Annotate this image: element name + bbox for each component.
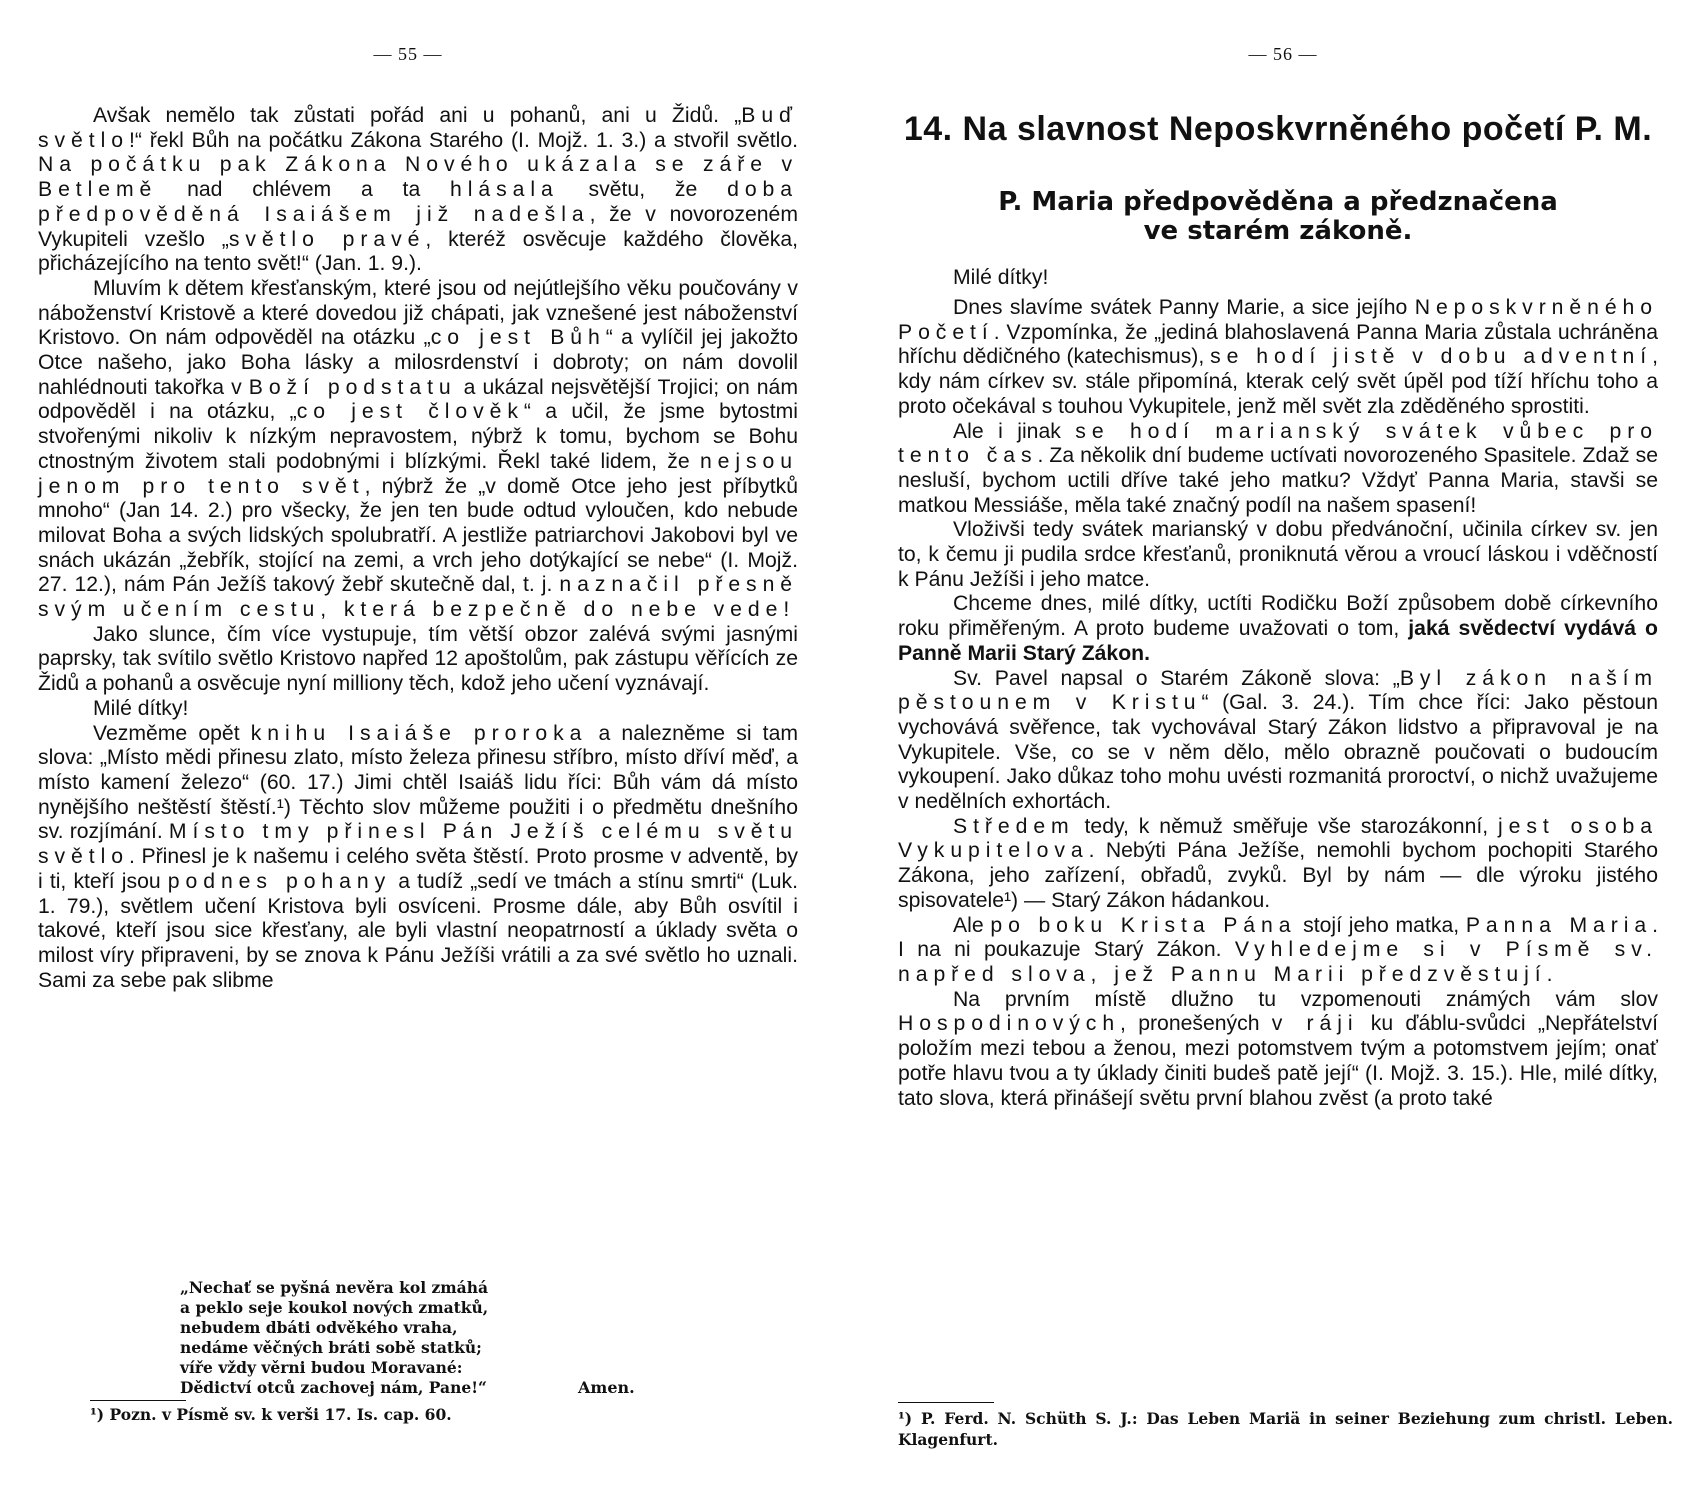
poem-line: a peklo seje koukol nových zmatků, [180, 1298, 489, 1317]
text-run: a tudíž „sedí ve tmách a stínu smrti“ (Luk. 1. 79.), světlem učení Kristova byli osvíceni. Prosme dále, aby Bůh osvítil i takové, kteří jsou sice křesťany, ale byli vlastní neopatrností a úklady světa o milost víry připraveni, by se znova k Pánu Ježíši vrátili a za své světlo ho uznali. Sami za sebe pak slibme [38, 869, 798, 992]
right-body-text [898, 296, 1658, 1111]
spaced-emphasis: doba předpověděná Isaiášem již nadešla [38, 178, 798, 226]
text-run: . Vzpomínka, že „jediná blahoslavená Panna Maria zůstala uchráněna hříchu dědičného (katechismus), [898, 320, 1658, 369]
footnote: ¹) Pozn. v Písmě sv. k verši 17. Is. cap. 60. [90, 1405, 452, 1424]
text-run: Mluvím k dětem křesťanským, které jsou od nejútlejšího věku poučovány v náboženství Kristově a které dovedou již chápati, jak vznešené jest náboženství Kristovo. On nám odpověděl na otázku „ [38, 276, 798, 350]
paragraph [898, 296, 1658, 420]
footnote-rule [90, 1400, 186, 1401]
text-run: Vezměme opět [93, 721, 251, 745]
spaced-emphasis: Na počátku pak Zákona Nového ukázala se záře v Betlemě [38, 153, 798, 202]
paragraph [898, 667, 1658, 815]
paragraph [38, 104, 798, 277]
text-run: , kdy nám církev sv. stále připomíná, kterak celý svět úpěl pod tíží hříchu toho a proto očekával s touhou Vykupitele, jenž měl svět zla zděděného sprostiti. [898, 345, 1658, 418]
text-run: a nalezněme si tam slova: „Místo mědi přinesu zlato, místo železa přinesu stříbro, místo dříví měď, a místo kamení železo“ (60. 17.) Jimi chtěl Isaiáš lidu říci: Bůh vám dá místo nynějšího neštěstí štěstí.¹) Těchto slov můžeme použiti i o předmětu dnešního sv. rozjímání. [38, 721, 798, 844]
paragraph [898, 420, 1658, 519]
text-run: “ a učil, že jsme bytostmi stvořenými nikoliv k nízkým nepravostem, nýbrž k tomu, bychom se Bohu ctnostným životem stali podobnými i blízkými. Řekl také lidem, že [38, 400, 798, 473]
spaced-emphasis: Místo tmy přinesl Pán Ježíš celému světu světlo [38, 820, 798, 869]
text-run: “ (Gal. 3. 24.). Tím chce říci: Jako pěstoun vychovává svěřence, tak vychovával Starý Zákon lidstvo a připravoval je na Vykupitele. Vše, co se v něm dělo, mělo obrazně poučovati o budoucím vykoupení. Jako důkaz toho mohu uvésti rozmanitá proroctví, o nichž uvažujeme v nedělních exhortách. [898, 691, 1658, 814]
footnote-rule [898, 1402, 994, 1403]
text-run: tedy, k němuž směřuje vše starozákonní, [1074, 814, 1499, 838]
spaced-emphasis: co jest Bůh [430, 326, 606, 350]
bold-emphasis: jaká svědectví vydává o Panně Marii Starý Zákon. [898, 617, 1658, 665]
text-run: !“ řekl Bůh na počátku Zákona Starého (I. Mojž. 1. 3.) a stvořil světlo. [128, 128, 798, 152]
paragraph [898, 592, 1658, 666]
paragraph [38, 277, 798, 623]
text-run: Jako slunce, čím více vystupuje, tím větší obzor zalévá svými jasnými paprsky, tak svítilo světlo Kristovo napřed 12 apoštolům, pak zástupu věřících ze Židů a pohanů a osvěcuje nyní milliony těch, kdož jeho učení vyznávají. [38, 622, 798, 696]
section-title [898, 188, 1658, 246]
right-page [890, 0, 1680, 1500]
text-run: . I na ni poukazuje Starý Zákon. [898, 913, 1658, 962]
paragraph [898, 815, 1658, 914]
text-run: světu, že [558, 178, 728, 202]
poem-line: „Nechať se pyšná nevěra kol zmáhá [180, 1278, 489, 1297]
spaced-emphasis: Středem [953, 814, 1075, 838]
text-run: . Za několik dní budeme uctívati novorozeného Spasitele. Zdaž se nesluší, bychom uctili dříve také jeho matku? Vždyť Panna Maria, stavši se matkou Messiáše, měla také značný podíl na našem spasení! [898, 444, 1658, 517]
text-run: ku ďáblu-svůdci „Nepřátelství položím mezi tebou a ženou, mezi potomstvem tvým a potomstvem jejím; onať potře hlavu tvou a ty úklady činiti budeš patě její“ (I. Mojž. 3. 15.). Hle, milé dítky, tato slova, která přinášejí světu první blahou zvěst (a proto také [898, 1012, 1658, 1110]
paragraph [898, 914, 1658, 988]
text-run: . Nebýti Pána Ježíše, nemohli bychom pochopiti Starého Zákona, jeho zařízení, obřadů, zvyků. Byl by nám — dle výroku jistého spisovatele¹) — Starý Zákon hádankou. [898, 839, 1658, 912]
paragraph [38, 697, 798, 722]
spaced-emphasis: Boží podstatu [248, 375, 457, 399]
spaced-emphasis: knihu Isaiáše proroka [250, 721, 588, 745]
spaced-emphasis: v ráji [1271, 1012, 1359, 1036]
spaced-emphasis: Hospodinových [898, 1012, 1121, 1036]
spaced-emphasis: Panna Maria [1465, 913, 1653, 937]
paragraph [898, 518, 1658, 592]
spaced-emphasis: podnes pohany [167, 869, 392, 893]
text-run: Avšak nemělo tak zůstati pořád ani u pohanů, ani u Židů. „ [93, 104, 742, 127]
text-run: Ale i jinak [953, 419, 1076, 443]
poem-line: víře vždy věrni budou Moravané: [180, 1358, 463, 1377]
section-title-line: P. Maria předpověděna a předznačena [998, 187, 1558, 217]
spaced-emphasis: Neposkvrněného Početí [898, 296, 1658, 344]
text-run: Na prvním místě dlužno tu vzpomenouti známých vám slov [953, 987, 1658, 1011]
text-run: . Přinesl je k našemu i celého světa štěstí. Proto prosme v adventě, by i ti, kteří jsou [38, 845, 798, 893]
spaced-emphasis: Buď světlo [38, 104, 798, 152]
poem-line: nedáme věčných bráti sobě statků; [180, 1338, 482, 1357]
spaced-emphasis: se hodí marianský svátek vůbec pro tento čas [898, 419, 1658, 468]
text-run: , kteréž osvěcuje každého člověka, přicházejícího na tento svět!“ (Jan. 1. 9.). [38, 227, 798, 276]
salutation: Milé dítky! [953, 266, 1049, 289]
spaced-emphasis: světlo pravé [228, 227, 426, 251]
poem-line: Dědictví otců zachovej nám, Pane!“ [180, 1378, 487, 1397]
left-body-text [38, 104, 798, 993]
spaced-emphasis: hlásala [450, 178, 559, 202]
paragraph [38, 722, 798, 994]
spaced-emphasis: jest osoba Vykupitelova [898, 814, 1658, 863]
text-run: Sv. Pavel napsal o Starém Zákoně slova: „ [953, 666, 1400, 690]
spaced-emphasis: co jest člověk [296, 400, 524, 424]
chapter-title: 14. Na slavnost Neposkvrněného početí P. M. [903, 110, 1653, 148]
text-run: stojí jeho matka, [1296, 913, 1466, 937]
text-run: , že v novorozeném Vykupiteli vzešlo „ [38, 202, 798, 251]
left-page [30, 0, 830, 1500]
text-run: a ukázal nejsvětější Trojici; on nám odpověděl i na otázku, „ [38, 375, 798, 424]
text-run: , pronešených [1120, 1012, 1272, 1036]
text-run: Dnes slavíme svátek Panny Marie, a sice jejího [953, 296, 1415, 319]
text-run: nad chlévem a ta [157, 178, 451, 202]
section-title-line: ve starém zákoně. [1143, 216, 1413, 246]
text-run: “ a vylíčil jej jakožto Otce našeho, jako Boha lásky a milosrdenství i dobroty; on nám dovolil nahlédnouti takořka v [38, 326, 798, 399]
spaced-emphasis: se hodí jistě v dobu adventní [1210, 345, 1653, 369]
poem-line: nebudem dbáti odvěkého vraha, [180, 1318, 458, 1337]
poem [180, 1278, 740, 1398]
spaced-emphasis: po boku Krista Pána [990, 913, 1297, 937]
page-number: — 55 — [373, 44, 443, 64]
spaced-emphasis: naznačil přesně svým učením cestu, která bezpečně do nebe vede [38, 573, 799, 622]
spaced-emphasis: Vyhledejme si v Písmě sv. napřed slova, jež Pannu Marii předzvěstují [898, 938, 1658, 986]
text-run: , nýbrž že „v domě Otce jeho jest příbytků mnoho“ (Jan 14. 2.) pro všecky, že jen ten bude odtud vyloučen, kdo nebude milovat Boha a svých lidských spolubratří. A jestliže patriarchovi Jakobovi byl ve snách ukázán „žebřík, stojící na zemi, a vrch jeho dotýkající se nebe“ (I. Mojž. 27. 12.), nám Pán Ježíš takový žebř skutečně dal, t. j. [38, 474, 798, 597]
text-run: ! [783, 598, 790, 622]
page-number: — 56 — [1248, 44, 1318, 64]
spaced-emphasis: nejsou jenom pro tento svět [38, 449, 798, 498]
text-run: . [1546, 962, 1553, 986]
amen: Amen. [578, 1378, 635, 1397]
text-run: Milé dítky! [93, 696, 189, 720]
text-run: Chceme dnes, milé dítky, uctíti Rodičku Boží způsobem době církevního roku přiměřeným. A proto budeme uvažovati o tom, [898, 592, 1658, 641]
paragraph [38, 623, 798, 697]
footnote: ¹) P. Ferd. N. Schüth S. J.: Das Leben Mariä in seiner Beziehung zum christl. Leben. Klagenfurt. [898, 1409, 1673, 1449]
spaced-emphasis: Byl zákon naším pěstounem v Kristu [898, 666, 1659, 715]
text-run: Vloživši tedy svátek marianský v dobu předvánoční, učinila církev sv. jen to, k čemu ji pudila srdce křesťanů, proniknutá věrou a vroucí láskou i vděčností k Pánu Ježíši i jeho matce. [898, 518, 1658, 591]
paragraph [898, 988, 1658, 1112]
text-run: Ale [953, 913, 991, 937]
